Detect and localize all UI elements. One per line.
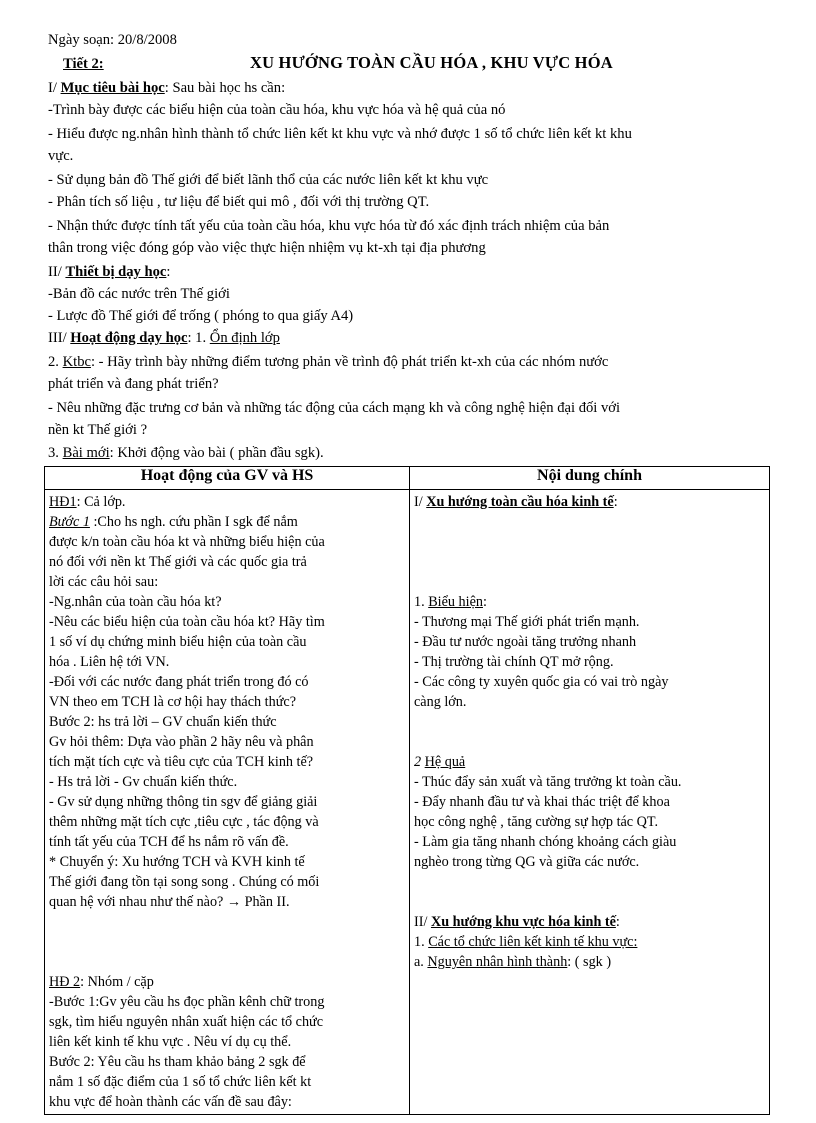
objective-line: - Phân tích số liệu , tư liệu để biết qui mô , đối với thị trường QT. [48, 194, 430, 210]
activities-line: nền kt Thế giới ? [48, 422, 148, 438]
table-line: sgk, tìm hiểu nguyên nhân xuất hiện các tổ chức [49, 1014, 324, 1030]
table-line: thêm những mặt tích cực ,tiêu cực , tác động và [49, 814, 319, 830]
table-line: nó đối với nền kt Thế giới và các quốc gia trả [49, 554, 307, 570]
table-line: VN theo em TCH là cơ hội hay thách thức? [49, 694, 296, 710]
table-line: -Đối với các nước đang phát triển trong đó có [49, 674, 309, 690]
section-activities-heading: III/ Hoạt động dạy học: 1. Ổn định lớp [48, 330, 280, 346]
left-cell [45, 490, 410, 1115]
objective-line: - Sử dụng bản đồ Thế giới để biết lãnh thổ của các nước liên kết kt khu vực [48, 172, 489, 188]
activities-line: 2. Ktbc: - Hãy trình bày những điểm tương phản về trình độ phát triển kt-xh của các nhóm nước [48, 354, 609, 370]
activities-line: 3. Bài mới: Khởi động vào bài ( phần đầu sgk). [48, 445, 324, 461]
equipment-line: - Lược đồ Thế giới để trống ( phóng to qua giấy A4) [48, 308, 354, 324]
table-line: Gv hỏi thêm: Dựa vào phần 2 hãy nêu và phân [49, 734, 314, 750]
activities-line: phát triển và đang phát triển? [48, 376, 219, 392]
table-line: liên kết kinh tế khu vực . Nêu ví dụ cụ thể. [49, 1034, 292, 1050]
content-heading: II/ Xu hướng khu vực hóa kinh tế: [414, 914, 620, 930]
content-subheading: a. Nguyên nhân hình thành: ( sgk ) [414, 954, 612, 970]
lesson-number: Tiết 2: [63, 56, 104, 72]
objective-line: - Hiểu được ng.nhân hình thành tổ chức liên kết kt khu vực và nhớ được 1 số tổ chức liên kết kt khu [48, 126, 632, 142]
table-line: Thế giới đang tồn tại song song . Chúng có mối [49, 874, 320, 890]
objective-line: -Trình bày được các biểu hiện của toàn cầu hóa, khu vực hóa và hệ quả của nó [48, 102, 506, 118]
content-subheading: 1. Các tổ chức liên kết kinh tế khu vực: [414, 934, 638, 950]
equipment-line: -Bản đồ các nước trên Thế giới [48, 286, 230, 302]
table-line: tính tất yếu của TCH để hs nắm rõ vấn đề. [49, 834, 289, 850]
section-objectives-heading: I/ Mục tiêu bài học: Sau bài học hs cần: [48, 80, 286, 96]
table-line: - Gv sử dụng những thông tin sgv để giảng giải [49, 794, 318, 810]
activities-line: - Nêu những đặc trưng cơ bản và những tác động của cách mạng kh và công nghệ hiện đại đối với [48, 400, 621, 416]
section-equipment-heading: II/ Thiết bị dạy học: [48, 264, 171, 280]
content-subheading: 2 Hệ quả [414, 754, 466, 770]
table-line: 1 số ví dụ chứng minh biểu hiện của toàn cầu [49, 634, 307, 650]
content-line: - Thị trường tài chính QT mở rộng. [414, 654, 614, 670]
content-line: - Làm gia tăng nhanh chóng khoảng cách giàu [414, 834, 677, 850]
table-line: Bước 1 :Cho hs ngh. cứu phần I sgk để nắm [49, 514, 298, 530]
table-line: quan hệ với nhau như thế nào? → Phần II. [49, 894, 290, 910]
table-line: khu vực để hoàn thành các vấn đề sau đây: [49, 1094, 292, 1110]
right-cell [410, 490, 770, 1115]
date-line: Ngày soạn: 20/8/2008 [48, 32, 177, 48]
page-title: XU HƯỚNG TOÀN CẦU HÓA , KHU VỰC HÓA [250, 53, 613, 72]
table-line: HĐ 2: Nhóm / cặp [49, 974, 154, 990]
table-line: -Bước 1:Gv yêu cầu hs đọc phần kênh chữ trong [49, 994, 325, 1010]
column-header-activities: Hoạt động của GV và HS [45, 467, 410, 490]
table-line: Bước 2: hs trả lời – GV chuẩn kiến thức [49, 714, 277, 730]
content-line: - Các công ty xuyên quốc gia có vai trò ngày [414, 674, 669, 690]
content-line: nghèo trong từng QG và giữa các nước. [414, 854, 640, 870]
table-line: được k/n toàn cầu hóa kt và những biểu hiện của [49, 534, 325, 550]
table-line: -Ng.nhân của toàn cầu hóa kt? [49, 594, 222, 610]
column-header-content: Nội dung chính [410, 467, 770, 490]
table-line: Bước 2: Yêu cầu hs tham khảo bảng 2 sgk để [49, 1054, 306, 1070]
content-line: - Thương mại Thế giới phát triển mạnh. [414, 614, 640, 630]
table-line: tích mặt tích cực và tiêu cực của TCH kinh tế? [49, 754, 314, 770]
table-line: hóa . Liên hệ tới VN. [49, 654, 170, 670]
objective-line: - Nhận thức được tính tất yếu của toàn cầu hóa, khu vực hóa từ đó xác định trách nhiệm của bản [48, 218, 610, 234]
objective-line: thân trong việc đóng góp vào việc thực hiện nhiệm vụ kt-xh tại địa phương [48, 240, 486, 256]
content-line: - Đẩy nhanh đầu tư và khai thác triệt để khoa [414, 794, 670, 810]
content-line: học công nghệ , tăng cường sự hợp tác QT. [414, 814, 659, 830]
table-line: * Chuyển ý: Xu hướng TCH và KVH kinh tế [49, 854, 305, 870]
table-line: -Nêu các biểu hiện của toàn cầu hóa kt? Hãy tìm [49, 614, 325, 630]
table-line: nắm 1 số đặc điểm của 1 số tổ chức liên kết kt [49, 1074, 312, 1090]
content-subheading: 1. Biểu hiện: [414, 594, 487, 610]
content-line: - Đầu tư nước ngoài tăng trưởng nhanh [414, 634, 637, 650]
table-line: lời các câu hỏi sau: [49, 574, 159, 590]
lesson-table [44, 466, 770, 1115]
content-line: - Thúc đẩy sản xuất và tăng trưởng kt toàn cầu. [414, 774, 682, 790]
table-line: HĐ1: Cả lớp. [49, 494, 126, 510]
table-line: - Hs trả lời - Gv chuẩn kiến thức. [49, 774, 238, 790]
content-line: càng lớn. [414, 694, 467, 710]
objective-line: vực. [48, 148, 74, 164]
content-heading: I/ Xu hướng toàn cầu hóa kinh tế: [414, 494, 618, 510]
